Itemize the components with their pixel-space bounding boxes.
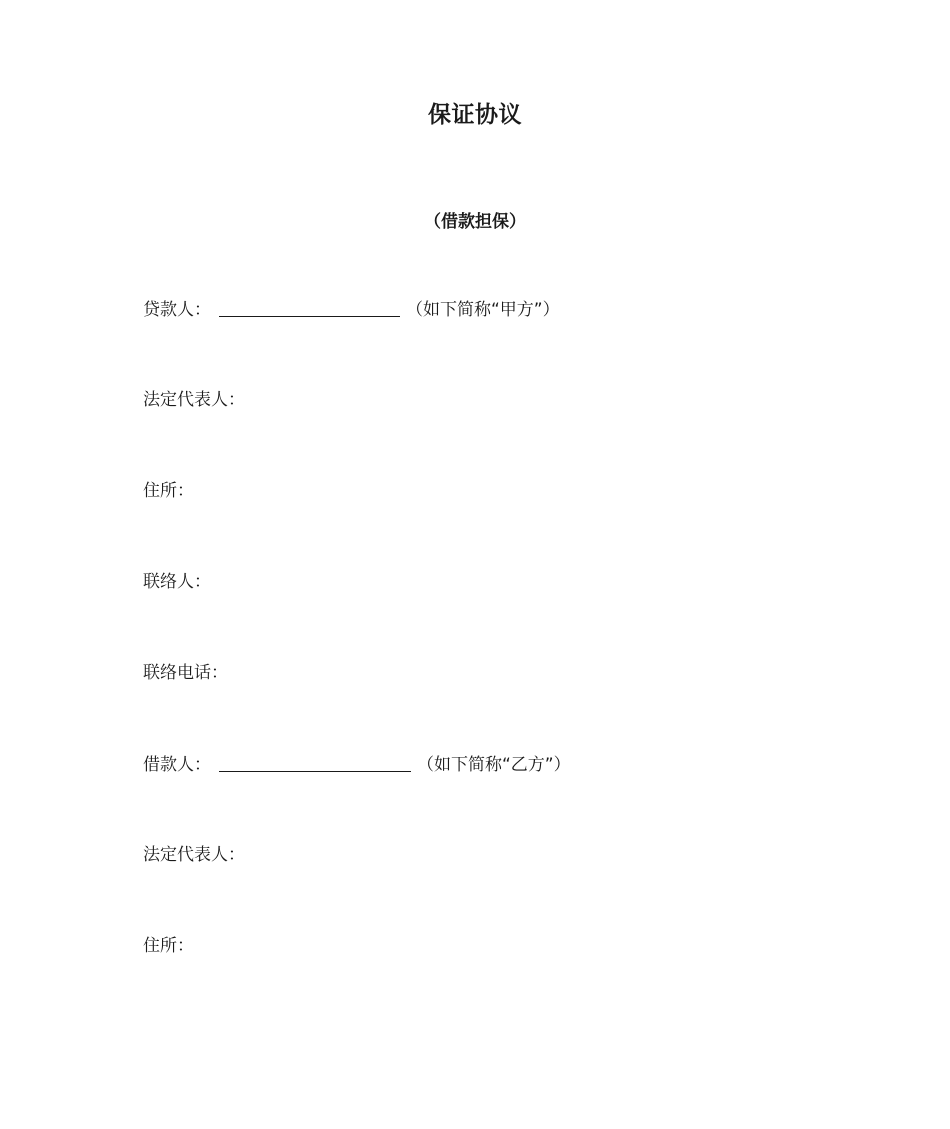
- lender-legal-rep-line: [143, 389, 245, 411]
- borrower-address-line: [143, 935, 194, 957]
- lender-address-line: [143, 480, 194, 502]
- lender-label: 贷款人：: [143, 300, 211, 320]
- lender-line: [143, 298, 560, 321]
- lender-contact-label: 联络人：: [143, 572, 211, 592]
- lender-address-label: 住所：: [143, 481, 194, 501]
- borrower-legal-rep-label: 法定代表人：: [143, 845, 245, 865]
- borrower-address-label: 住所：: [143, 936, 194, 956]
- lender-legal-rep-label: 法定代表人：: [143, 390, 245, 410]
- lender-name-blank: [219, 300, 400, 317]
- borrower-suffix: （如下简称“乙方”）: [417, 755, 571, 775]
- lender-contact-line: [143, 571, 211, 593]
- borrower-legal-rep-line: [143, 844, 245, 866]
- borrower-line: [143, 753, 571, 776]
- borrower-label: 借款人：: [143, 755, 211, 775]
- lender-phone-label: 联络电话：: [143, 663, 228, 683]
- lender-phone-line: [143, 662, 228, 684]
- document-subtitle: （借款担保）: [424, 212, 526, 232]
- lender-suffix: （如下简称“甲方”）: [406, 300, 560, 320]
- document-title: 保证协议: [428, 102, 522, 128]
- borrower-name-blank: [219, 755, 411, 772]
